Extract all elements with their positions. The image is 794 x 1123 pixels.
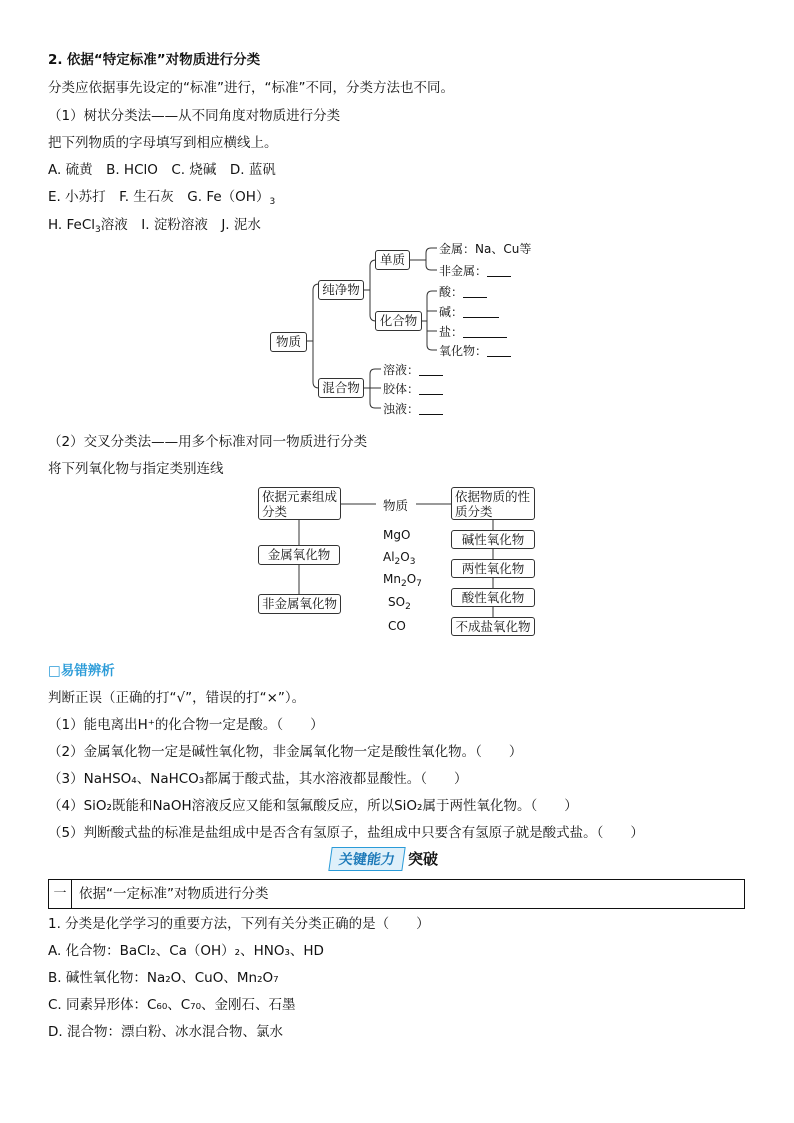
topic-text: 依据“一定标准”对物质进行分类 bbox=[79, 886, 269, 902]
cross-left-item-metal[interactable]: 金属氧化物 bbox=[258, 545, 340, 565]
tree-colloid-row bbox=[383, 380, 443, 397]
cross-right-item-basic[interactable]: 碱性氧化物 bbox=[451, 530, 535, 549]
tree-nonmetal-row bbox=[439, 262, 511, 279]
tree-suspension-row bbox=[383, 400, 443, 417]
tree-root: 物质 bbox=[270, 332, 307, 352]
tree-element: 单质 bbox=[375, 250, 410, 270]
tree-acid: 酸： bbox=[439, 285, 464, 299]
tree-acid-row bbox=[439, 283, 487, 300]
substance-al2o3[interactable]: $Al_2O_3$ bbox=[383, 550, 416, 567]
blank-suspension[interactable] bbox=[419, 403, 443, 415]
question-option-b[interactable]: B. 碱性氧化物：Na₂O、CuO、Mn₂O₇ bbox=[48, 970, 279, 986]
tree-nonmetal: 非金属： bbox=[439, 264, 488, 278]
heading-number: 2. bbox=[48, 52, 63, 68]
blank-colloid[interactable] bbox=[419, 383, 443, 395]
banner-tag: 关键能力 bbox=[328, 847, 405, 871]
errors-instruction: 判断正误（正确的打“√”，错误的打“×”）。 bbox=[48, 690, 306, 706]
heading-text: 依据“特定标准”对物质进行分类 bbox=[66, 52, 261, 68]
key-ability-banner bbox=[330, 847, 438, 871]
tree-salt-row bbox=[439, 323, 507, 340]
options-line-2-sub: 3 bbox=[269, 197, 276, 207]
tree-oxide-row bbox=[439, 342, 511, 359]
substance-so2[interactable]: $SO_2$ bbox=[388, 595, 411, 612]
blank-acid[interactable] bbox=[463, 286, 487, 298]
question-option-a[interactable]: A. 化合物：BaCl₂、Ca（OH）₂、HNO₃、HD bbox=[48, 943, 324, 959]
topic-box bbox=[48, 879, 745, 909]
cross-right-item-acidic[interactable]: 酸性氧化物 bbox=[451, 588, 535, 607]
question-option-c[interactable]: C. 同素异形体：C₆₀、C₇₀、金刚石、石墨 bbox=[48, 997, 296, 1013]
topic-number: 一 bbox=[49, 880, 72, 908]
error-item-1: （1）能电离出H⁺的化合物一定是酸。（ ） bbox=[48, 717, 324, 733]
cross-middle-header: 物质 bbox=[383, 498, 409, 513]
cross-right-item-nonsalt[interactable]: 不成盐氧化物 bbox=[451, 617, 535, 636]
tree-metal: 金属：Na、Cu等 bbox=[439, 242, 532, 256]
tree-colloid: 胶体： bbox=[383, 382, 420, 396]
options-line-1: A. 硫黄 B. HClO C. 烧碱 D. 蓝矾 bbox=[48, 162, 276, 178]
tree-mixture: 混合物 bbox=[318, 378, 364, 398]
error-item-5: （5）判断酸式盐的标准是盐组成中是否含有氢原子，盐组成中只要含有氢原子就是酸式盐。（ ） bbox=[48, 825, 644, 841]
blank-nonmetal[interactable] bbox=[487, 265, 511, 277]
substance-mn2o7[interactable]: $Mn_2O_7$ bbox=[383, 572, 422, 589]
cross-left-item-nonmetal[interactable]: 非金属氧化物 bbox=[258, 594, 341, 614]
blank-salt[interactable] bbox=[463, 326, 507, 338]
tree-salt: 盐： bbox=[439, 325, 464, 339]
banner-rest: 突破 bbox=[408, 850, 439, 868]
substance-co[interactable]: CO bbox=[388, 619, 406, 633]
options-line-3-a: H. FeCl bbox=[48, 217, 96, 233]
error-item-4: （4）SiO₂既能和NaOH溶液反应又能和氢氟酸反应，所以SiO₂属于两性氧化物。（ ） bbox=[48, 798, 578, 814]
tree-solution-row bbox=[383, 361, 443, 378]
cross-right-item-amphoteric[interactable]: 两性氧化物 bbox=[451, 559, 535, 578]
substance-mgo[interactable]: MgO bbox=[383, 528, 411, 542]
cross-right-header: 依据物质的性质分类 bbox=[451, 487, 535, 520]
tree-method-title: （1）树状分类法——从不同角度对物质进行分类 bbox=[48, 108, 341, 124]
tree-oxide: 氧化物： bbox=[439, 344, 488, 358]
error-item-2: （2）金属氧化物一定是碱性氧化物，非金属氧化物一定是酸性氧化物。（ ） bbox=[48, 744, 523, 760]
intro-text: 分类应依据事先设定的“标准”进行，“标准”不同，分类方法也不同。 bbox=[48, 80, 454, 96]
cross-method-instruction: 将下列氧化物与指定类别连线 bbox=[48, 461, 224, 477]
tree-method-instruction: 把下列物质的字母填写到相应横线上。 bbox=[48, 135, 278, 151]
blank-solution[interactable] bbox=[419, 364, 443, 376]
blank-oxide[interactable] bbox=[487, 345, 511, 357]
blank-base[interactable] bbox=[463, 306, 499, 318]
question-option-d[interactable]: D. 混合物：漂白粉、冰水混合物、氯水 bbox=[48, 1024, 283, 1040]
tree-suspension: 浊液： bbox=[383, 402, 420, 416]
options-line-3-sub: 3 bbox=[95, 225, 101, 235]
tree-base: 碱： bbox=[439, 305, 464, 319]
tree-solution: 溶液： bbox=[383, 363, 420, 377]
error-item-3: （3）NaHSO₄、NaHCO₃都属于酸式盐，其水溶液都显酸性。（ ） bbox=[48, 771, 468, 787]
cross-method-title: （2）交叉分类法——用多个标准对同一物质进行分类 bbox=[48, 434, 368, 450]
tree-pure: 纯净物 bbox=[318, 280, 364, 300]
question-stem: 1. 分类是化学学习的重要方法，下列有关分类正确的是（ ） bbox=[48, 916, 430, 932]
errors-title: □易错辨析 bbox=[48, 663, 115, 679]
cross-left-header: 依据元素组成分类 bbox=[258, 487, 341, 520]
options-line-3-b: 溶液 I. 淀粉溶液 J. 泥水 bbox=[100, 217, 261, 233]
tree-compound: 化合物 bbox=[375, 311, 422, 331]
tree-base-row bbox=[439, 303, 499, 320]
options-line-2-text: E. 小苏打 F. 生石灰 G. Fe（OH） bbox=[48, 189, 270, 205]
